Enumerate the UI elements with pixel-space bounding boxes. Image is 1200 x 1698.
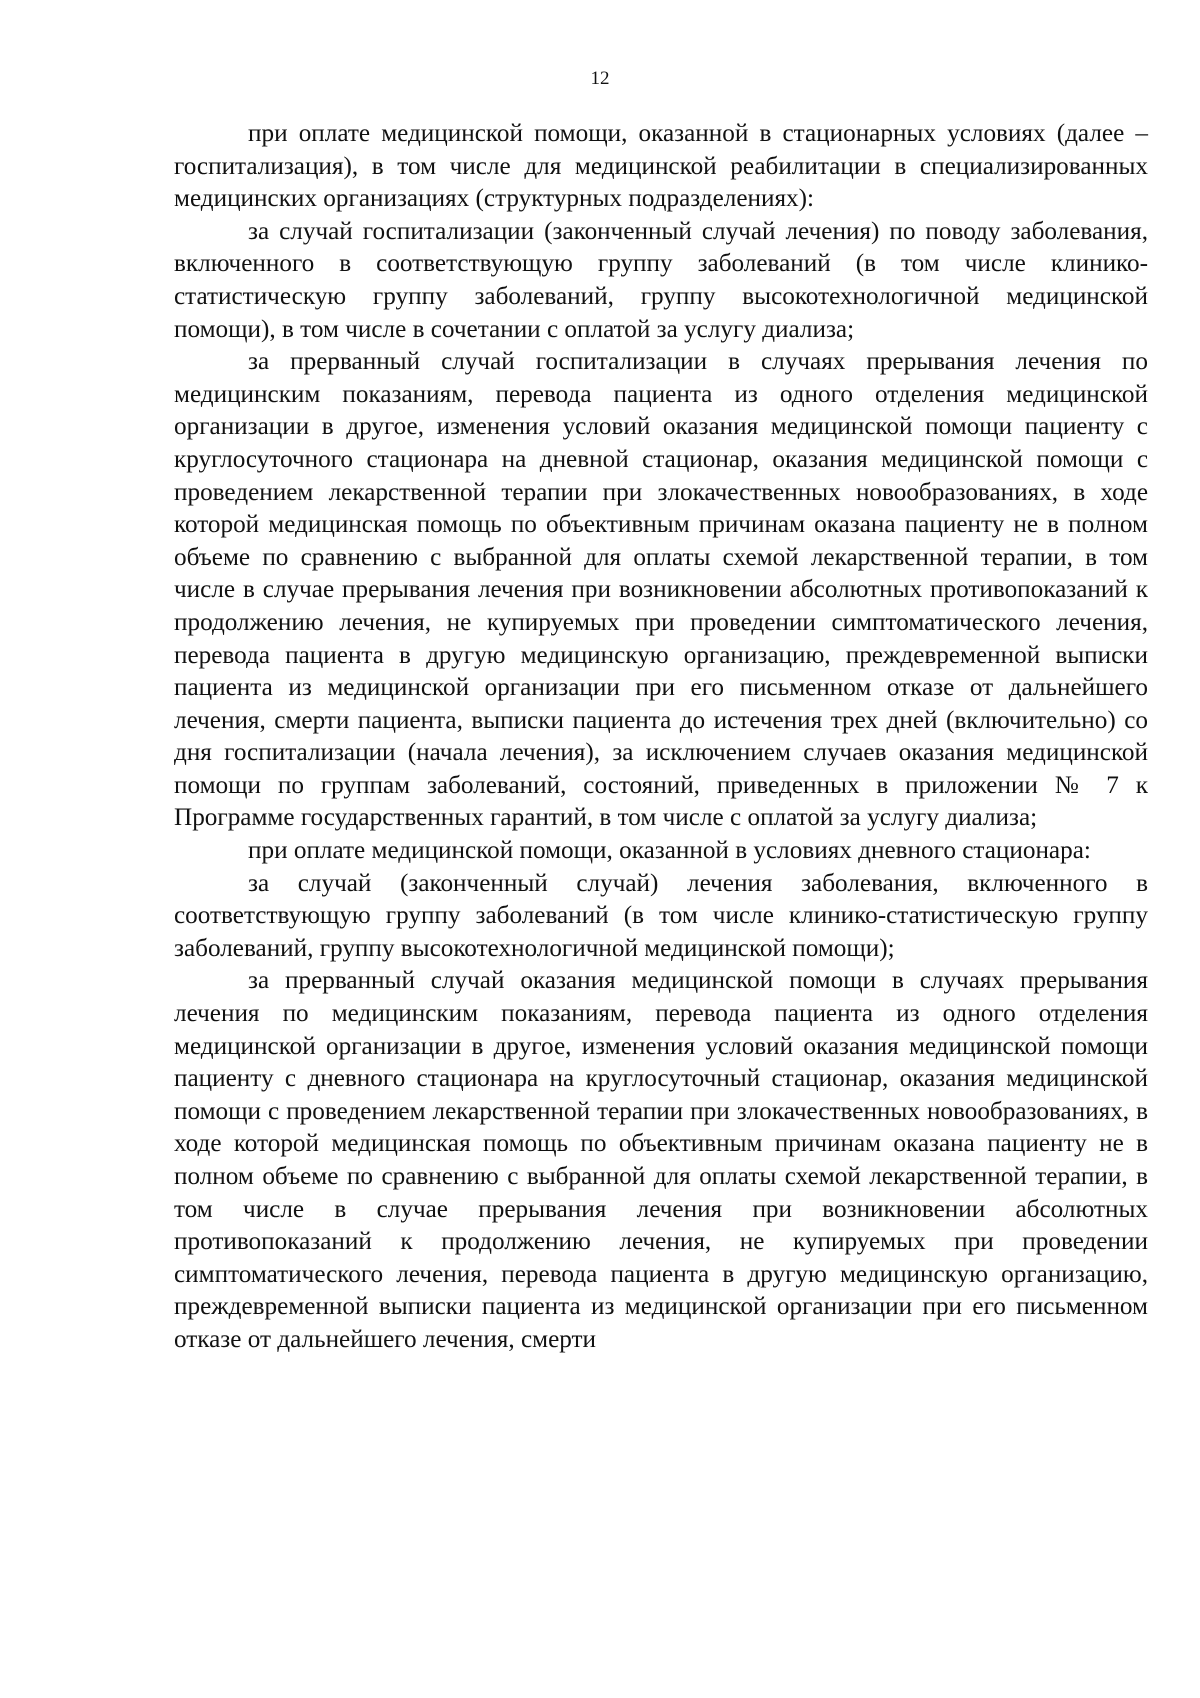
document-body	[174, 118, 1148, 1357]
paragraph-inpatient-payment: при оплате медицинской помощи, оказанной в стационарных условиях (далее – госпитализация), в том числе для медицинской реабилитации в специализированных медицинских организациях (структурных подразделениях):	[174, 120, 1148, 213]
paragraph-day-hospital-case: за случай (законченный случай) лечения заболевания, включенного в соответствующую группу заболеваний (в том числе клинико-статистическую группу заболеваний, группу высокотехнологичной медицинской помощи);	[174, 869, 1148, 962]
paragraph-interrupted-day-hospital: за прерванный случай оказания медицинской помощи в случаях прерывания лечения по медицинским показаниям, перевода пациента из одного отделения медицинской организации в другое, изменения условий оказания медицинской помощи пациенту с дневного стационара на круглосуточный стационар, оказания медицинской помощи с проведением лекарственной терапии при злокачественных новообразованиях, в ходе которой медицинская помощь по объективным причинам оказана пациенту не в полном объеме по сравнению с выбранной для оплаты схемой лекарственной терапии, в том числе в случае прерывания лечения при возникновении абсолютных противопоказаний к продолжению лечения, не купируемых при проведении симптоматического лечения, перевода пациента в другую медицинскую организацию, преждевременной выписки пациента из медицинской организации при его письменном отказе от дальнейшего лечения, смерти	[174, 967, 1148, 1353]
paragraph-day-hospital-payment: при оплате медицинской помощи, оказанной в условиях дневного стационара:	[248, 837, 1091, 865]
paragraph-hospitalization-case: за случай госпитализации (законченный случай лечения) по поводу заболевания, включенного в соответствующую группу заболеваний (в том числе клинико-статистическую группу заболеваний, группу высокотехнологичной медицинской помощи), в том числе в сочетании с оплатой за услугу диализа;	[174, 217, 1148, 343]
paragraph-interrupted-hospitalization: за прерванный случай госпитализации в случаях прерывания лечения по медицинским показаниям, перевода пациента из одного отделения медицинской организации в другое, изменения условий оказания медицинской помощи пациенту с круглосуточного стационара на дневной стационар, оказания медицинской помощи с проведением лекарственной терапии при злокачественных новообразованиях, в ходе которой медицинская помощь по объективным причинам оказана пациенту не в полном объеме по сравнению с выбранной для оплаты схемой лекарственной терапии, в том числе в случае прерывания лечения при возникновении абсолютных противопоказаний к продолжению лечения, не купируемых при проведении симптоматического лечения, перевода пациента в другую медицинскую организацию, преждевременной выписки пациента из медицинской организации при его письменном отказе от дальнейшего лечения, смерти пациента, выписки пациента до истечения трех дней (включительно) со дня госпитализации (начала лечения), за исключением случаев оказания медицинской помощи по группам заболеваний, состояний, приведенных в приложении № 7 к Программе государственных гарантий, в том числе с оплатой за услугу диализа;	[174, 348, 1148, 832]
page-number: 12	[590, 68, 610, 89]
